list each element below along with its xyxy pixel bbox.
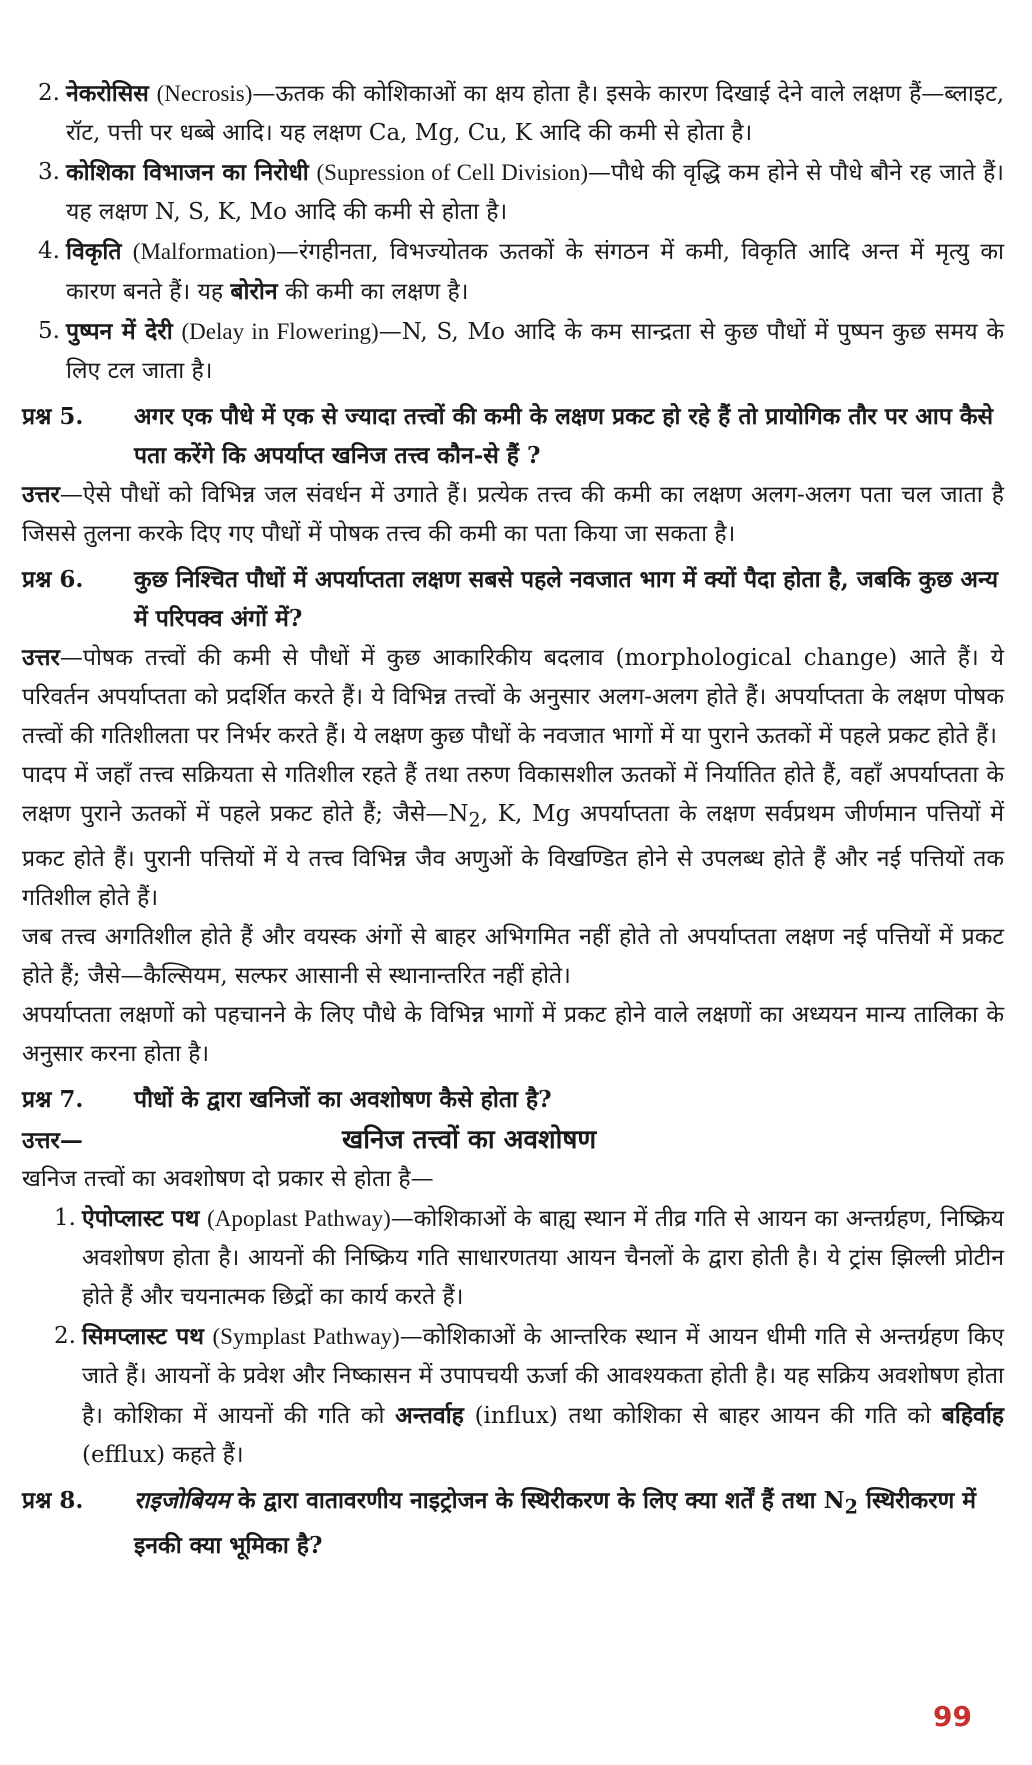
page-number: 99: [933, 1700, 972, 1733]
question-label: प्रश्न 5.: [22, 403, 84, 430]
list-number: 1.: [54, 1204, 76, 1231]
description-mid: (influx) तथा कोशिका से बाहर आयन की गति को: [463, 1402, 942, 1429]
question-part: के द्वारा वातावरणीय नाइट्रोजन के स्थिरीकरण के लिए क्या शर्तें हैं तथा N: [229, 1486, 845, 1514]
question-5: [22, 397, 1004, 475]
latin-term: (Malformation): [132, 239, 276, 264]
description: —कोशिकाओं के आन्तरिक स्थान में आयन धीमी गति से अन्तर्ग्रहण किए जाते हैं। आयनों के प्रवेश और निष्कासन में उपापचयी ऊर्जा की आवश्यकता होती है। यह सक्रिय अवशोषण होता है। कोशिका में आयनों की गति को: [82, 1323, 1004, 1429]
list-item-necrosis: [38, 74, 1004, 153]
bold-term: बोरोन: [230, 278, 278, 305]
question-text: अगर एक पौधे में एक से ज्यादा तत्त्वों की कमी के लक्षण प्रकट हो रहे हैं तो प्रायोगिक तौर पर आप कैसे पता करेंगे कि अपर्याप्त खनिज तत्त्व कौन-से हैं ?: [134, 403, 994, 469]
description: —पौधे की वृद्धि कम होने से पौधे बौने रह जाते हैं। यह लक्षण N, S, K, Mo आदि की कमी से होता है।: [66, 160, 1004, 225]
question-8: [22, 1481, 1004, 1566]
list-number: 2.: [38, 80, 60, 106]
answer-6-p1: [22, 638, 1004, 756]
latin-term: (Supression of Cell Division): [316, 160, 588, 185]
question-label: प्रश्न 7.: [22, 1085, 84, 1113]
description: —N, S, Mo आदि के कम सान्द्रता से कुछ पौधों में पुष्पन कुछ समय के लिए टल जाता है।: [66, 319, 1005, 384]
question-6: [22, 560, 1004, 638]
list-text: [66, 153, 1004, 232]
answer-6-p4: अपर्याप्तता लक्षणों को पहचानने के लिए पौधे के विभिन्न भागों में प्रकट होने वाले लक्षणों का अध्ययन मान्य तालिका के अनुसार करना होता है।: [22, 1001, 1004, 1067]
list-item-malformation: [38, 232, 1004, 312]
list-text: [82, 1199, 1004, 1317]
question-label: प्रश्न 6.: [22, 566, 84, 593]
term: विकृति: [66, 238, 122, 265]
latin-term: (Necrosis): [156, 81, 253, 106]
answer-label: उत्तर: [22, 481, 60, 508]
description: —कोशिकाओं के बाह्य स्थान में तीव्र गति से आयन का अन्तर्ग्रहण, निष्क्रिय अवशोषण होता है। आयनों की निष्क्रिय गति साधारणतया आयन चैनलों के द्वारा होती है। ये ट्रांस झिल्ली प्रोटीन होते हैं और चयनात्मक छिद्रों का कार्य करते हैं।: [82, 1205, 1005, 1310]
list-item-apoplast: [54, 1199, 1004, 1317]
answer-7-heading: [22, 1121, 1004, 1160]
paragraph-text-end: , K, Mg अपर्याप्तता के लक्षण सर्वप्रथम जीर्णमान पत्तियों में प्रकट होते हैं। पुरानी पत्तियों में ये तत्त्व विभिन्न जैव अणुओं के विखण्डित होने से उपलब्ध होते हैं और नई पत्तियों तक गतिशील होते हैं।: [22, 801, 1004, 911]
answer-text: —पोषक तत्त्वों की कमी से पौधों में कुछ आकारिकीय बदलाव (morphological change) आते हैं। ये परिवर्तन अपर्याप्तता को प्रदर्शित करते हैं। ये विभिन्न तत्त्वों के अनुसार अलग-अलग होते हैं। अपर्याप्तता के लक्षण पोषक तत्त्वों की गतिशीलता पर निर्भर करते हैं। ये लक्षण कुछ पौधों के नवजात भागों में या पुराने ऊतकों में पहले प्रकट होते हैं।: [22, 645, 1004, 749]
latin-term: (Symplast Pathway): [212, 1323, 400, 1349]
answer-text: —ऐसे पौधों को विभिन्न जल संवर्धन में उगाते हैं। प्रत्येक तत्त्व की कमी का लक्षण अलग-अलग पता चल जाता है जिससे तुलना करके दिए गए पौधों में पोषक तत्त्व की कमी का पता किया जा सकता है।: [22, 482, 1004, 547]
answer-6-p2: [22, 756, 1004, 918]
question-text: [134, 1481, 1004, 1566]
description: —ऊतक की कोशिकाओं का क्षय होता है। इसके कारण दिखाई देने वाले लक्षण हैं—ब्लाइट, रॉट, पत्ती पर धब्बे आदि। यह लक्षण Ca, Mg, Cu, K आदि की कमी से होता है।: [66, 81, 1005, 146]
description: —रंगहीनता, विभज्योतक ऊतकों के संगठन में कमी, विकृति आदि अन्त में मृत्यु का कारण बनते हैं। यह: [66, 239, 1004, 305]
term: कोशिका विभाजन का निरोधी: [66, 159, 309, 186]
answer-7-intro: खनिज तत्त्वों का अवशोषण दो प्रकार से होता है—: [22, 1165, 434, 1192]
term: पुष्पन में देरी: [66, 318, 173, 345]
subscript: 2: [468, 808, 481, 832]
bold-term-influx: अन्तर्वाह: [395, 1401, 464, 1429]
italic-term: राइजोबियम: [134, 1486, 230, 1514]
list-number: 5.: [38, 318, 60, 344]
question-part-end: स्थिरीकरण में इनकी क्या भूमिका है?: [134, 1486, 976, 1560]
paragraph-text: पादप में जहाँ तत्त्व सक्रियता से गतिशील रहते हैं तथा तरुण विकासशील ऊतकों में निर्यातित होते हैं, वहाँ अपर्याप्तता के लक्षण पुराने ऊतकों में पहले प्रकट होते हैं; जैसे—N: [22, 762, 1004, 827]
bold-term-efflux: बहिर्वाह: [941, 1401, 1004, 1429]
list-number: 2.: [54, 1322, 76, 1349]
answer-6-p3: जब तत्त्व अगतिशील होते हैं और वयस्क अंगों से बाहर अभिगमित नहीं होते तो अपर्याप्तता लक्षण नई पत्तियों में प्रकट होते हैं; जैसे—कैल्सियम, सल्फर आसानी से स्थानान्तरित नहीं होते।: [22, 923, 1004, 989]
description-end: की कमी का लक्षण है।: [277, 279, 469, 305]
question-text: पौधों के द्वारा खनिजों का अवशोषण कैसे होता है?: [134, 1085, 552, 1113]
list-item-symplast: [54, 1317, 1004, 1475]
latin-term: (Apoplast Pathway): [207, 1205, 391, 1231]
answer-5: [22, 475, 1004, 554]
list-item-delay-flowering: [38, 312, 1004, 391]
list-number: 3.: [38, 159, 60, 185]
list-text: [82, 1317, 1004, 1475]
section-title: खनिज तत्त्वों का अवशोषण: [342, 1124, 597, 1155]
document-page: [22, 74, 1004, 1565]
term: नेकरोसिस: [66, 80, 149, 107]
list-number: 4.: [38, 238, 60, 264]
latin-term: (Delay in Flowering): [181, 319, 379, 344]
list-text: [66, 74, 1004, 153]
term: सिमप्लास्ट पथ: [82, 1322, 204, 1350]
pathway-list: [38, 1199, 1004, 1475]
list-text: [66, 232, 1004, 312]
question-label: प्रश्न 8.: [22, 1486, 84, 1514]
description-end: (efflux) कहते हैं।: [82, 1441, 244, 1468]
subscript: 2: [844, 1495, 859, 1519]
list-item-cell-division: [38, 153, 1004, 232]
answer-label: उत्तर: [22, 644, 60, 671]
term: ऐपोप्लास्ट पथ: [82, 1204, 200, 1232]
question-text: कुछ निश्चित पौधों में अपर्याप्तता लक्षण सबसे पहले नवजात भाग में क्यों पैदा होता है, जबकि कुछ अन्य में परिपक्व अंगों में?: [134, 566, 999, 632]
answer-label: उत्तर—: [22, 1126, 83, 1154]
list-text: [66, 312, 1004, 391]
question-7: [22, 1080, 1004, 1119]
